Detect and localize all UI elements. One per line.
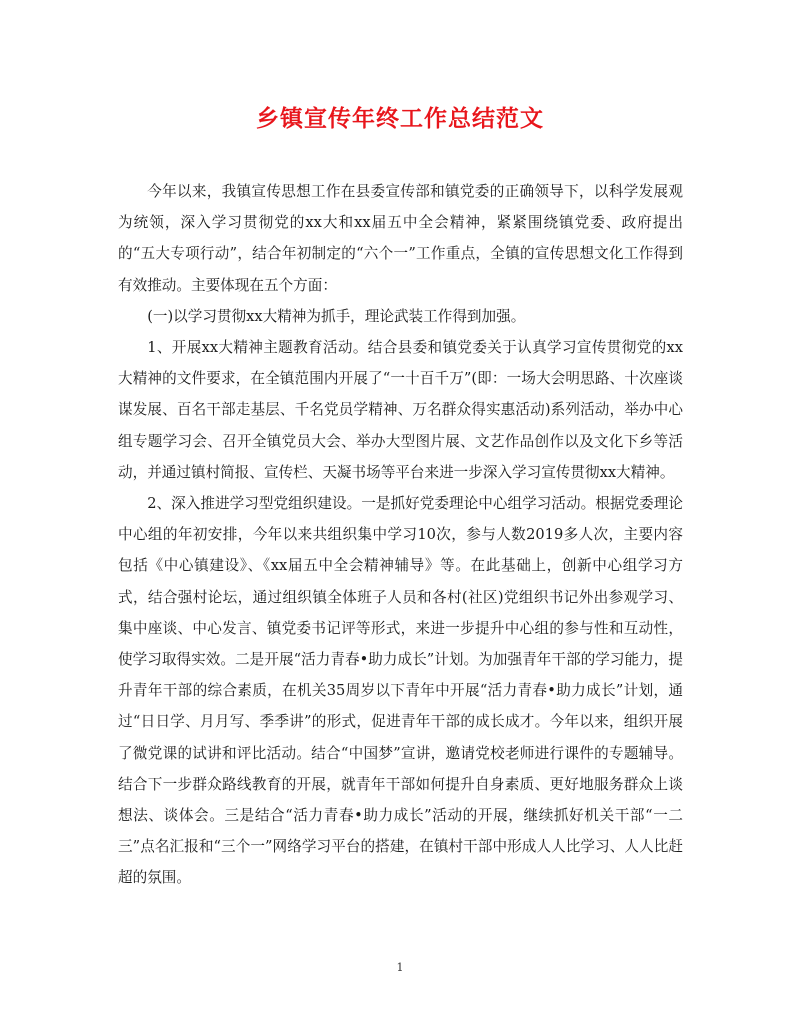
document-body	[118, 176, 683, 894]
paragraph-intro: 今年以来，我镇宣传思想工作在县委宣传部和镇党委的正确领导下，以科学发展观为统领，深入学习贯彻党的xx大和xx届五中全会精神，紧紧围绕镇党委、政府提出的“五大专项行动”，结合年初制定的“六个一”工作重点，全镇的宣传思想文化工作得到有效推动。主要体现在五个方面：	[118, 183, 683, 294]
paragraph-item-2: 2、深入推进学习型党组织建设。一是抓好党委理论中心组学习活动。根据党委理论中心组的年初安排，今年以来共组织集中学习10次，参与人数2019多人次，主要内容包括《中心镇建设》、《xx届五中全会精神辅导》等。在此基础上，创新中心组学习方式，结合强村论坛，通过组织镇全体班子人员和各村(社区)党组织书记外出参观学习、集中座谈、中心发言、镇党委书记评等形式，来进一步提升中心组的参与性和互动性，使学习取得实效。二是开展“活力青春•助力成长”计划。为加强青年干部的学习能力，提升青年干部的综合素质，在机关35周岁以下青年中开展“活力青春•助力成长”计划，通过“日日学、月月写、季季讲”的形式，促进青年干部的成长成才。今年以来，组织开展了微党课的试讲和评比活动。结合“中国梦”宣讲，邀请党校老师进行课件的专题辅导。结合下一步群众路线教育的开展，就青年干部如何提升自身素质、更好地服务群众上谈想法、谈体会。三是结合“活力青春•助力成长”活动的开展，继续抓好机关干部“一二三”点名汇报和“三个一”网络学习平台的搭建，在镇村干部中形成人人比学习、人人比赶超的氛围。	[118, 495, 683, 887]
page-number: 1	[396, 961, 404, 974]
paragraph-section-heading: (一)以学习贯彻xx大精神为抓手，理论武装工作得到加强。	[147, 307, 526, 325]
paragraph-item-1: 1、开展xx大精神主题教育活动。结合县委和镇党委关于认真学习宣传贯彻党的xx大精神的文件要求，在全镇范围内开展了“一十百千万”(即：一场大会明思路、十次座谈谋发展、百名干部走基层、千名党员学精神、万名群众得实惠活动)系列活动，举办中心组专题学习会、召开全镇党员大会、举办大型图片展、文艺作品创作以及文化下乡等活动，并通过镇村简报、宣传栏、天凝书场等平台来进一步深入学习宣传贯彻xx大精神。	[118, 339, 683, 481]
document-title: 乡镇宣传年终工作总结范文	[256, 105, 544, 132]
